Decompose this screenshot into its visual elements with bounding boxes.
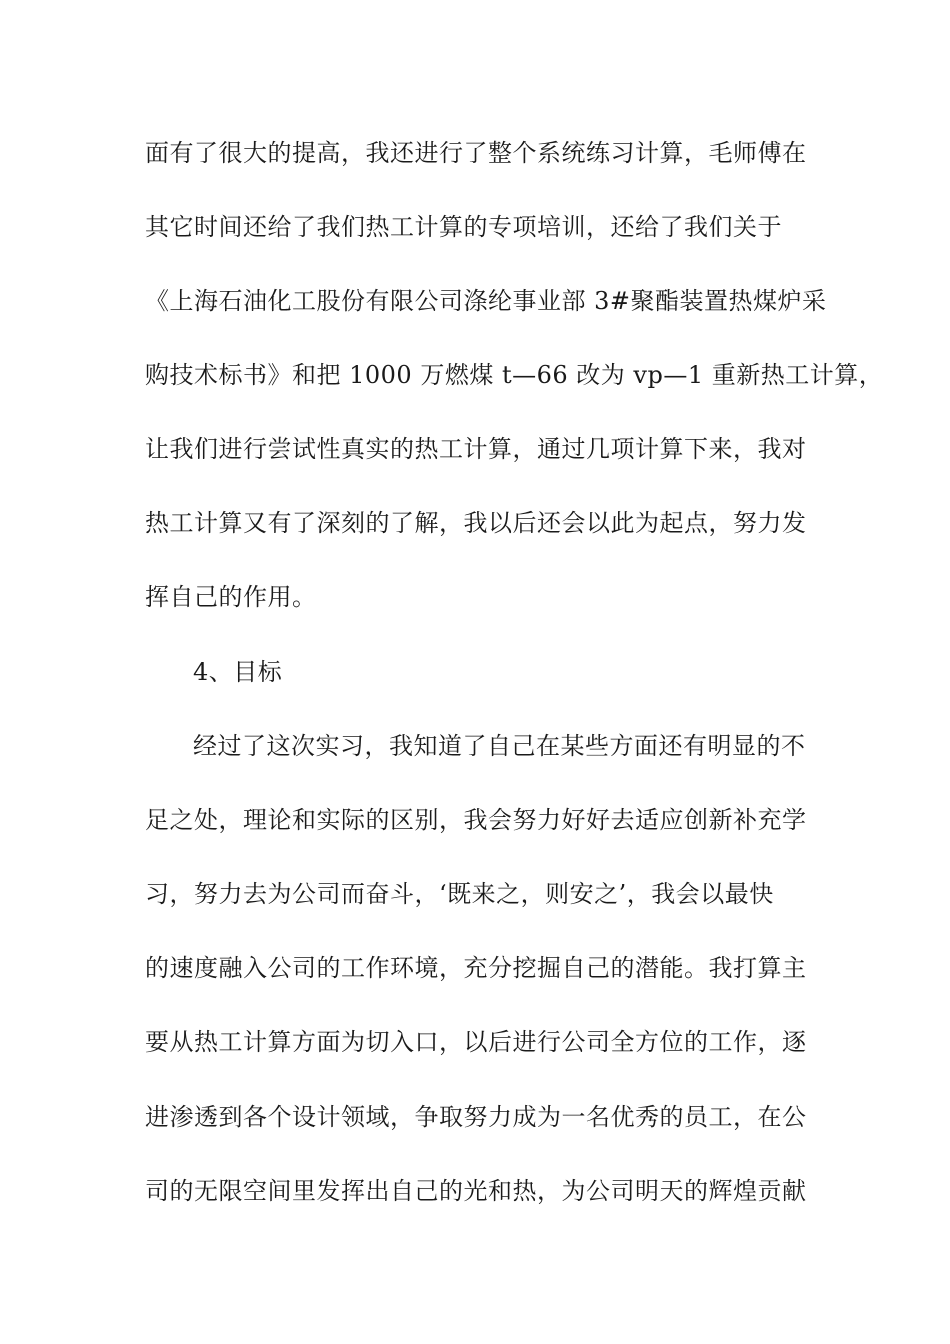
paragraph-line: 足之处，理论和实际的区别，我会努力好好去适应创新补充学 bbox=[145, 806, 807, 834]
paragraph-line: 的速度融入公司的工作环境，充分挖掘自己的潜能。我打算主 bbox=[145, 954, 807, 982]
paragraph-line: 让我们进行尝试性真实的热工计算，通过几项计算下来，我对 bbox=[145, 435, 807, 463]
section-heading: 4、目标 bbox=[193, 658, 283, 686]
paragraph-line: 热工计算又有了深刻的了解，我以后还会以此为起点，努力发 bbox=[145, 509, 807, 537]
paragraph-line: 习，努力去为公司而奋斗，‘既来之，则安之’，我会以最快 bbox=[145, 880, 774, 908]
paragraph-line: 经过了这次实习，我知道了自己在某些方面还有明显的不 bbox=[193, 732, 806, 760]
paragraph-line: 购技术标书》和把 1000 万燃煤 t—66 改为 vp—1 重新热工计算， bbox=[145, 361, 884, 389]
paragraph-line: 要从热工计算方面为切入口，以后进行公司全方位的工作，逐 bbox=[145, 1028, 807, 1056]
paragraph-line: 《上海石油化工股份有限公司涤纶事业部 3#聚酯装置热煤炉采 bbox=[145, 287, 827, 315]
paragraph-line: 其它时间还给了我们热工计算的专项培训，还给了我们关于 bbox=[145, 213, 782, 241]
paragraph-line: 挥自己的作用。 bbox=[145, 583, 317, 611]
paragraph-line: 进渗透到各个设计领域，争取努力成为一名优秀的员工，在公 bbox=[145, 1103, 807, 1131]
paragraph-line: 司的无限空间里发挥出自己的光和热，为公司明天的辉煌贡献 bbox=[145, 1177, 807, 1205]
paragraph-line: 面有了很大的提高，我还进行了整个系统练习计算，毛师傅在 bbox=[145, 139, 807, 167]
